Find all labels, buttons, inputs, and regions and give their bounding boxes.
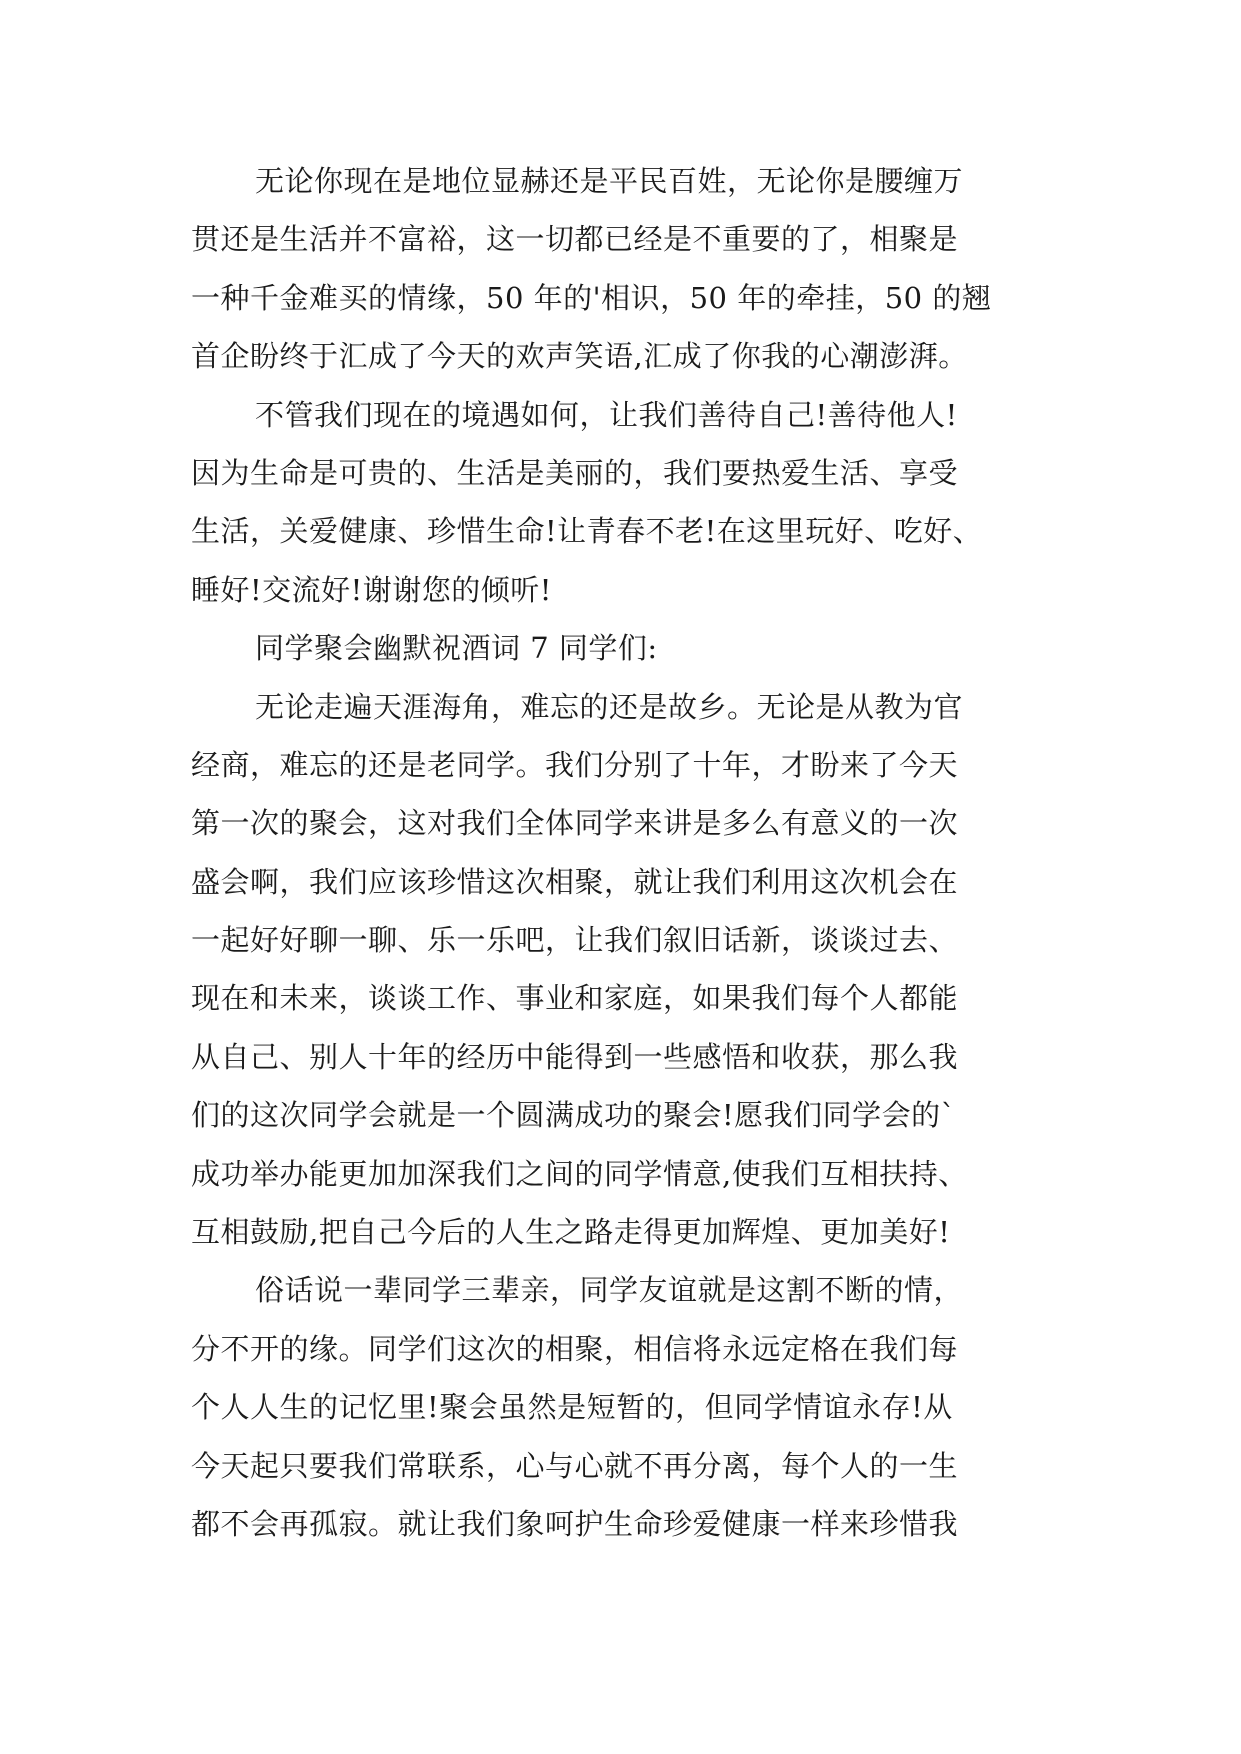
document-body <box>191 152 1071 1553</box>
text-line: 睡好!交流好!谢谢您的倾听! <box>191 572 552 607</box>
text-line: 分不开的缘。同学们这次的相聚，相信将永远定格在我们每 <box>191 1331 959 1366</box>
text-line: 们的这次同学会就是一个圆满成功的聚会!愿我们同学会的` <box>191 1098 956 1133</box>
section-heading <box>191 619 1071 677</box>
text-line: 首企盼终于汇成了今天的欢声笑语,汇成了你我的心潮澎湃。 <box>191 339 968 374</box>
paragraph-2 <box>191 386 1071 620</box>
text-line: 生活，关爱健康、珍惜生命!让青春不老!在这里玩好、吃好、 <box>191 514 983 549</box>
text-line: 俗话说一辈同学三辈亲，同学友谊就是这割不断的情， <box>255 1273 964 1308</box>
paragraph-1 <box>191 152 1071 386</box>
text-line: 经商，难忘的还是老同学。我们分别了十年，才盼来了今天 <box>191 747 959 782</box>
section-title: 同学聚会幽默祝酒词 7 同学们: <box>255 631 658 666</box>
text-line: 不管我们现在的境遇如何，让我们善待自己!善待他人! <box>255 397 958 432</box>
text-line: 都不会再孤寂。就让我们象呵护生命珍爱健康一样来珍惜我 <box>191 1506 959 1541</box>
text-line: 成功举办能更加加深我们之间的同学情意,使我们互相扶持、 <box>191 1156 968 1191</box>
paragraph-3 <box>191 678 1071 1262</box>
text-line: 今天起只要我们常联系，心与心就不再分离，每个人的一生 <box>191 1448 959 1483</box>
text-line: 因为生命是可贵的、生活是美丽的，我们要热爱生活、享受 <box>191 455 959 490</box>
text-line: 无论走遍天涯海角，难忘的还是故乡。无论是从教为官 <box>255 689 964 724</box>
text-line: 贯还是生活并不富裕，这一切都已经是不重要的了，相聚是 <box>191 222 959 257</box>
text-line: 个人人生的记忆里!聚会虽然是短暂的，但同学情谊永存!从 <box>191 1390 953 1425</box>
text-line: 无论你现在是地位显赫还是平民百姓，无论你是腰缠万 <box>255 164 964 198</box>
text-line: 现在和未来，谈谈工作、事业和家庭，如果我们每个人都能 <box>191 981 959 1016</box>
text-line: 盛会啊，我们应该珍惜这次相聚，就让我们利用这次机会在 <box>191 864 959 899</box>
text-line: 一起好好聊一聊、乐一乐吧，让我们叙旧话新，谈谈过去、 <box>191 923 959 958</box>
text-line: 从自己、别人十年的经历中能得到一些感悟和收获，那么我 <box>191 1039 959 1074</box>
text-line: 一种千金难买的情缘，50 年的'相识，50 年的牵挂，50 的翘 <box>191 280 992 315</box>
paragraph-4 <box>191 1261 1071 1553</box>
text-line: 互相鼓励,把自己今后的人生之路走得更加辉煌、更加美好! <box>191 1215 951 1250</box>
text-line: 第一次的聚会，这对我们全体同学来讲是多么有意义的一次 <box>191 806 959 841</box>
